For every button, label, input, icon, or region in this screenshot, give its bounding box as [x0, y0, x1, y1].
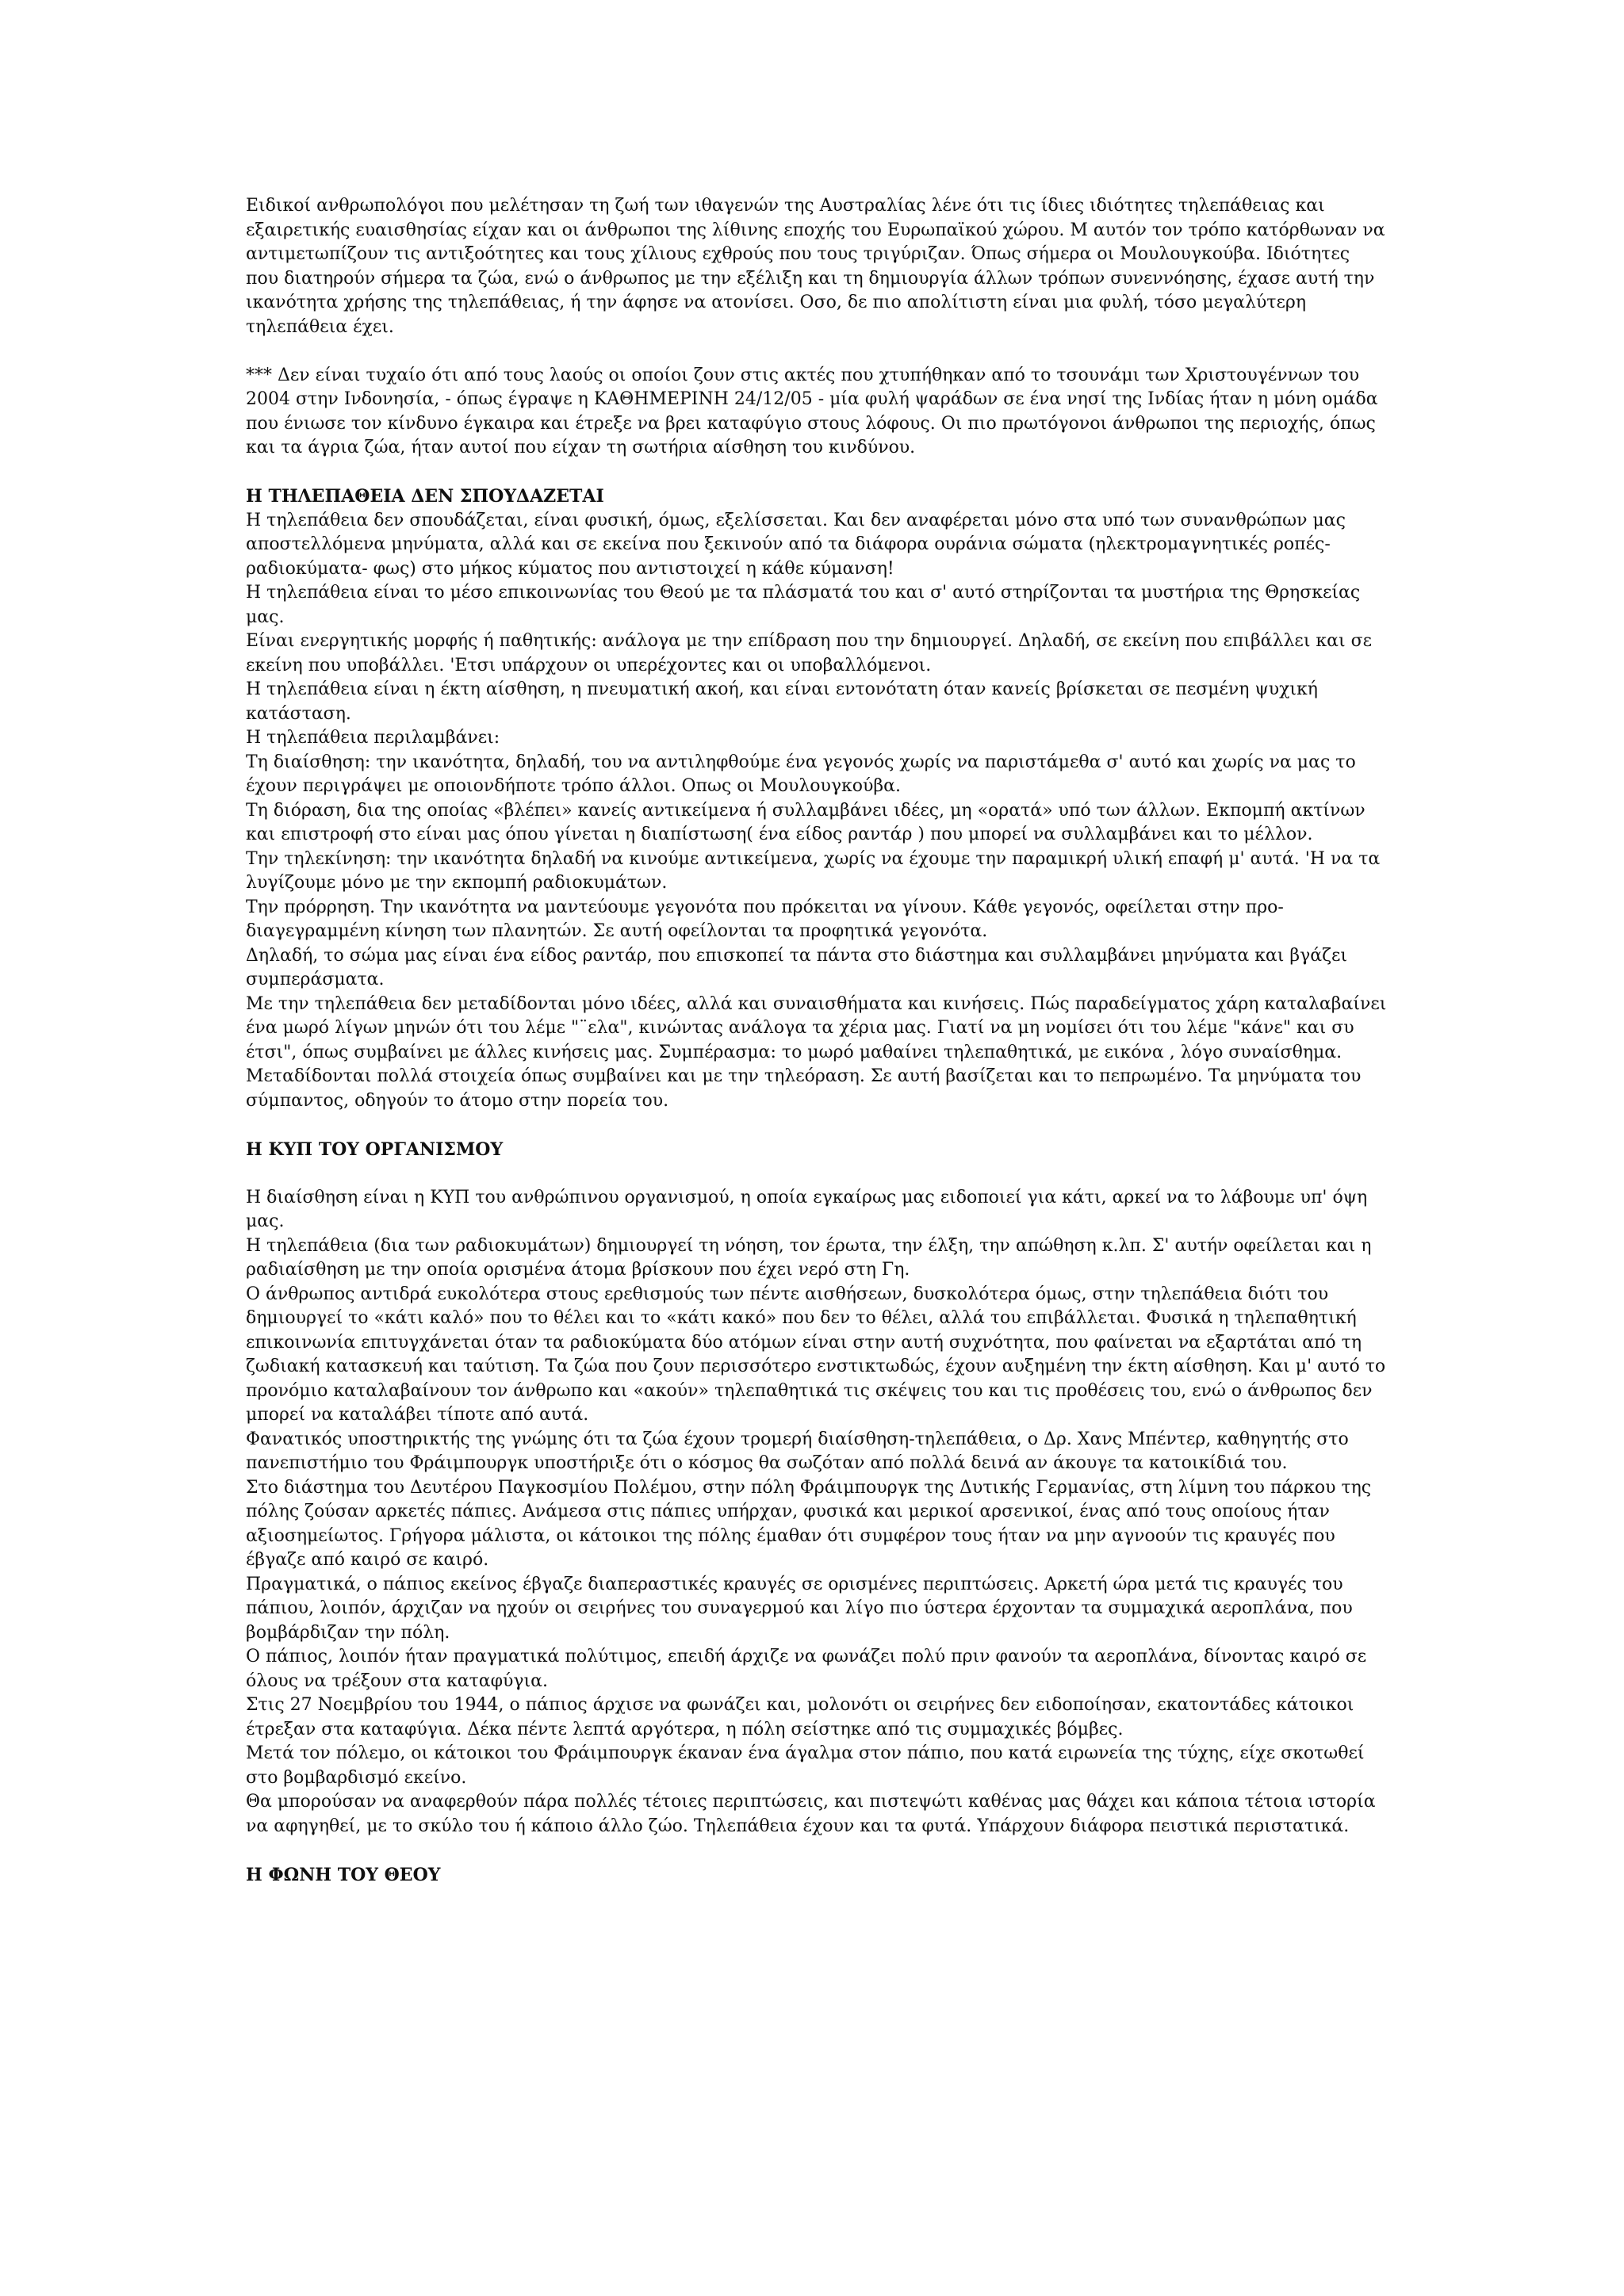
section2-paragraph: Η τηλεπάθεια (δια των ραδιοκυμάτων) δημιουργεί τη νόηση, τον έρωτα, την έλξη, την απώθηση κ.λπ. Σ' αυτήν οφείλεται και η ραδιαίσθηση με την οποία ορισμένα άτομα βρίσκουν που έχει νερό στη Γη. — [246, 1235, 1372, 1280]
section1-paragraph: Η τηλεπάθεια είναι το μέσο επικοινωνίας του Θεού με τα πλάσματά του και σ' αυτό στηρίζονται τα μυστήρια της Θρησκείας μας. — [246, 583, 1361, 627]
section1-paragraph: Την πρόρρηση. Την ικανότητα να μαντεύουμε γεγονότα που πρόκειται να γίνουν. Κάθε γεγονός, οφείλεται στην προ-διαγεγραμμένη κίνηση των πλανητών. Σε αυτή οφείλονται τα προφητικά γεγονότα. — [246, 897, 1284, 941]
section2-paragraph: Ο άνθρωπος αντιδρά ευκολότερα στους ερεθισμούς των πέντε αισθήσεων, δυσκολότερα όμως, στην τηλεπάθεια διότι του δημιουργεί το «κάτι καλό» που το θέλει και το «κάτι κακό» που δεν το θέλει, αλλά του επιβάλλεται. Φυσικά η τηλεπαθητική επικοινωνία επιτυγχάνεται όταν τα ραδιοκύματα δύο ατόμων είναι στην αυτή συχνότητα, που φαίνεται να εξαρτάται από τη ζωδιακή κατασκευή και ταύτιση. Τα ζώα που ζουν περισσότερο ενστικτωδώς, έχουν αυξημένη την έκτη αίσθηση. Και μ' αυτό το προνόμιο καταλαβαίνουν τον άνθρωπο και «ακούν» τηλεπαθητικά τις σκέψεις του και τις προθέσεις του, ενώ ο άνθρωπος δεν μπορεί να καταλάβει τίποτε από αυτά. — [246, 1284, 1386, 1425]
section-heading-telepathy: Η ΤΗΛΕΠΑΘΕΙΑ ΔΕΝ ΣΠΟΥΔΑΖΕΤΑΙ — [246, 486, 604, 507]
section2-paragraph: Η διαίσθηση είναι η ΚΥΠ του ανθρώπινου οργανισμού, η οποία εγκαίρως μας ειδοποιεί για κάτι, αρκεί να το λάβουμε υπ' όψη μας. — [246, 1187, 1368, 1231]
section1-paragraph: Η τηλεπάθεια είναι η έκτη αίσθηση, η πνευματική ακοή, και είναι εντονότατη όταν κανείς βρίσκεται σε πεσμένη ψυχική κατάσταση. — [246, 679, 1318, 724]
spacer — [246, 1839, 1388, 1863]
spacer — [246, 461, 1388, 485]
section1-paragraph: Δηλαδή, το σώμα μας είναι ένα είδος ραντάρ, που επισκοπεί τα πάντα στο διάστημα και συλλαμβάνει μηνύματα και βγάζει συμπεράσματα. — [246, 945, 1348, 989]
section1-paragraph: Είναι ενεργητικής μορφής ή παθητικής: ανάλογα με την επίδραση που την δημιουργεί. Δηλαδή, σε εκείνη που επιβάλλει και σε εκείνη που υποβάλλει. 'Ετσι υπάρχουν οι υπερέχοντες και οι υποβαλλόμενοι. — [246, 631, 1373, 675]
section-heading-organism: Η ΚΥΠ ΤΟΥ ΟΡΓΑΝΙΣΜΟΥ — [246, 1138, 504, 1160]
section-heading-voice-of-god: Η ΦΩΝΗ ΤΟΥ ΘΕΟΥ — [246, 1864, 441, 1885]
intro-paragraph-1: Ειδικοί ανθρωπολόγοι που μελέτησαν τη ζωή των ιθαγενών της Αυστραλίας λένε ότι τις ίδιες ιδιότητες τηλεπάθειας και εξαιρετικής ευαισθησίας είχαν και οι άνθρωποι της λίθινης εποχής του Ευρωπαϊκού χώρου. Μ αυτόν τον τρόπο κατόρθωναν να αντιμετωπίζουν τις αντιξοότητες και τους χίλιους εχθρούς που τους τριγύριζαν. Όπως σήμερα οι Μουλουγκούβα. Ιδιότητες που διατηρούν σήμερα τα ζώα, ενώ ο άνθρωπος με την εξέλιξη και τη δημιουργία άλλων τρόπων συνεννόησης, έχασε αυτή την ικανότητα χρήσης της τηλεπάθειας, ή την άφησε να ατονίσει. Οσο, δε πιο απολίτιστη είναι μια φυλή, τόσο μεγαλύτερη τηλεπάθεια έχει. — [246, 196, 1385, 337]
spacer — [246, 1161, 1388, 1186]
spacer — [246, 339, 1388, 364]
section1-paragraph: Την τηλεκίνηση: την ικανότητα δηλαδή να κινούμε αντικείμενα, χωρίς να έχουμε την παραμικρή υλική επαφή μ' αυτά. 'Η να τα λυγίζουμε μόνο με την εκπομπή ραδιοκυμάτων. — [246, 848, 1381, 893]
section2-paragraph: Ο πάπιος, λοιπόν ήταν πραγματικά πολύτιμος, επειδή άρχιζε να φωνάζει πολύ πριν φανούν τα αεροπλάνα, δίνοντας καιρό σε όλους να τρέξουν στα καταφύγια. — [246, 1647, 1367, 1691]
section2-paragraph: Στις 27 Νοεμβρίου του 1944, ο πάπιος άρχισε να φωνάζει και, μολονότι οι σειρήνες δεν ειδοποίησαν, εκατοντάδες κάτοικοι έτρεξαν στα καταφύγια. Δέκα πέντε λεπτά αργότερα, η πόλη σείστηκε από τις συμμαχικές βόμβες. — [246, 1695, 1354, 1739]
section2-paragraph: Μετά τον πόλεμο, οι κάτοικοι του Φράιμπουργκ έκαναν ένα άγαλμα στον πάπιο, που κατά ειρωνεία της τύχης, είχε σκοτωθεί στο βομβαρδισμό εκείνο. — [246, 1743, 1365, 1788]
intro-paragraph-2: *** Δεν είναι τυχαίο ότι από τους λαούς οι οποίοι ζουν στις ακτές που χτυπήθηκαν από το τσουνάμι των Χριστουγέννων του 2004 στην Ινδονησία, - όπως έγραψε η ΚΑΘΗΜΕΡΙΝΗ 24/12/05 - μία φυλή ψαράδων σε ένα νησί της Ινδίας ήταν η μόνη ομάδα που ένιωσε τον κίνδυνο έγκαιρα και έτρεξε να βρει καταφύγιο στους λόφους. Οι πιο πρωτόγονοι άνθρωποι της περιοχής, όπως και τα άγρια ζώα, ήταν αυτοί που είχαν τη σωτήρια αίσθηση του κινδύνου. — [246, 365, 1378, 457]
section2-paragraph: Θα μπορούσαν να αναφερθούν πάρα πολλές τέτοιες περιπτώσεις, και πιστεψώτι καθένας μας θάχει και κάποια τέτοια ιστορία να αφηγηθεί, με το σκύλο του ή κάποιο άλλο ζώο. Τηλεπάθεια έχουν και τα φυτά. Υπάρχουν διάφορα πειστικά περιστατικά. — [246, 1792, 1376, 1836]
document-page — [246, 194, 1388, 1887]
section1-paragraph: Με την τηλεπάθεια δεν μεταδίδονται μόνο ιδέες, αλλά και συναισθήματα και κινήσεις. Πώς παραδείγματος χάρη καταλαβαίνει ένα μωρό λίγων μηνών ότι του λέμε "¨ελα", κινώντας ανάλογα τα χέρια μας. Γιατί να μη νομίσει ότι του λέμε "κάνε" και συ έτσι", όπως συμβαίνει με άλλες κινήσεις μας. Συμπέρασμα: το μωρό μαθαίνει τηλεπαθητικά, με εικόνα , λόγο συναίσθημα. Μεταδίδονται πολλά στοιχεία όπως συμβαίνει και με την τηλεόραση. Σε αυτή βασίζεται και το πεπρωμένο. Τα μηνύματα του σύμπαντος, οδηγούν το άτομο στην πορεία του. — [246, 993, 1387, 1111]
section1-paragraph: Η τηλεπάθεια περιλαμβάνει: — [246, 728, 500, 748]
section1-paragraph: Η τηλεπάθεια δεν σπουδάζεται, είναι φυσική, όμως, εξελίσσεται. Και δεν αναφέρεται μόνο στα υπό των συνανθρώπων μας αποστελλόμενα μηνύματα, αλλά και σε εκείνα που ξεκινούν από τα διάφορα ουράνια σώματα (ηλεκτρομαγνητικές ροπές-ραδιοκύματα- φως) στο μήκος κύματος που αντιστοιχεί η κάθε κύμανση! — [246, 510, 1346, 579]
section2-paragraph: Στο διάστημα του Δευτέρου Παγκοσμίου Πολέμου, στην πόλη Φράιμπουργκ της Δυτικής Γερμανίας, στη λίμνη του πάρκου της πόλης ζούσαν αρκετές πάπιες. Ανάμεσα στις πάπιες υπήρχαν, φυσικά και μερικοί αρσενικοί, ένας από τους οποίους ήταν αξιοσημείωτος. Γρήγορα μάλιστα, οι κάτοικοι της πόλης έμαθαν ότι συμφέρον τους ήταν να μην αγνοούν τις κραυγές που έβγαζε από καιρό σε καιρό. — [246, 1477, 1372, 1570]
section2-paragraph: Φανατικός υποστηρικτής της γνώμης ότι τα ζώα έχουν τρομερή διαίσθηση-τηλεπάθεια, ο Δρ. Χανς Μπέντερ, καθηγητής στο πανεπιστήμιο του Φράιμπουργκ υποστήριξε ότι ο κόσμος θα σωζόταν από πολλά δεινά αν άκουγε τα κατοικίδιά του. — [246, 1429, 1349, 1473]
section2-paragraph: Πραγματικά, ο πάπιος εκείνος έβγαζε διαπεραστικές κραυγές σε ορισμένες περιπτώσεις. Αρκετή ώρα μετά τις κραυγές του πάπιου, λοιπόν, άρχιζαν να ηχούν οι σειρήνες του συναγερμού και λίγο πιο ύστερα έρχονταν τα συμμαχικά αεροπλάνα, που βομβάρδιζαν την πόλη. — [246, 1574, 1353, 1643]
section1-paragraph: Τη διόραση, δια της οποίας «βλέπει» κανείς αντικείμενα ή συλλαμβάνει ιδέες, μη «ορατά» υπό των άλλων. Εκπομπή ακτίνων και επιστροφή στο είναι μας όπου γίνεται η διαπίστωση( ένα είδος ραντάρ ) που μπορεί να συλλαμβάνει και το μέλλον. — [246, 800, 1365, 844]
spacer — [246, 1113, 1388, 1138]
section1-paragraph: Τη διαίσθηση: την ικανότητα, δηλαδή, του να αντιληφθούμε ένα γεγονός χωρίς να παριστάμεθα σ' αυτό και χωρίς να μας το έχουν περιγράψει με οποιονδήποτε τρόπο άλλοι. Οπως οι Μουλουγκούβα. — [246, 752, 1356, 796]
